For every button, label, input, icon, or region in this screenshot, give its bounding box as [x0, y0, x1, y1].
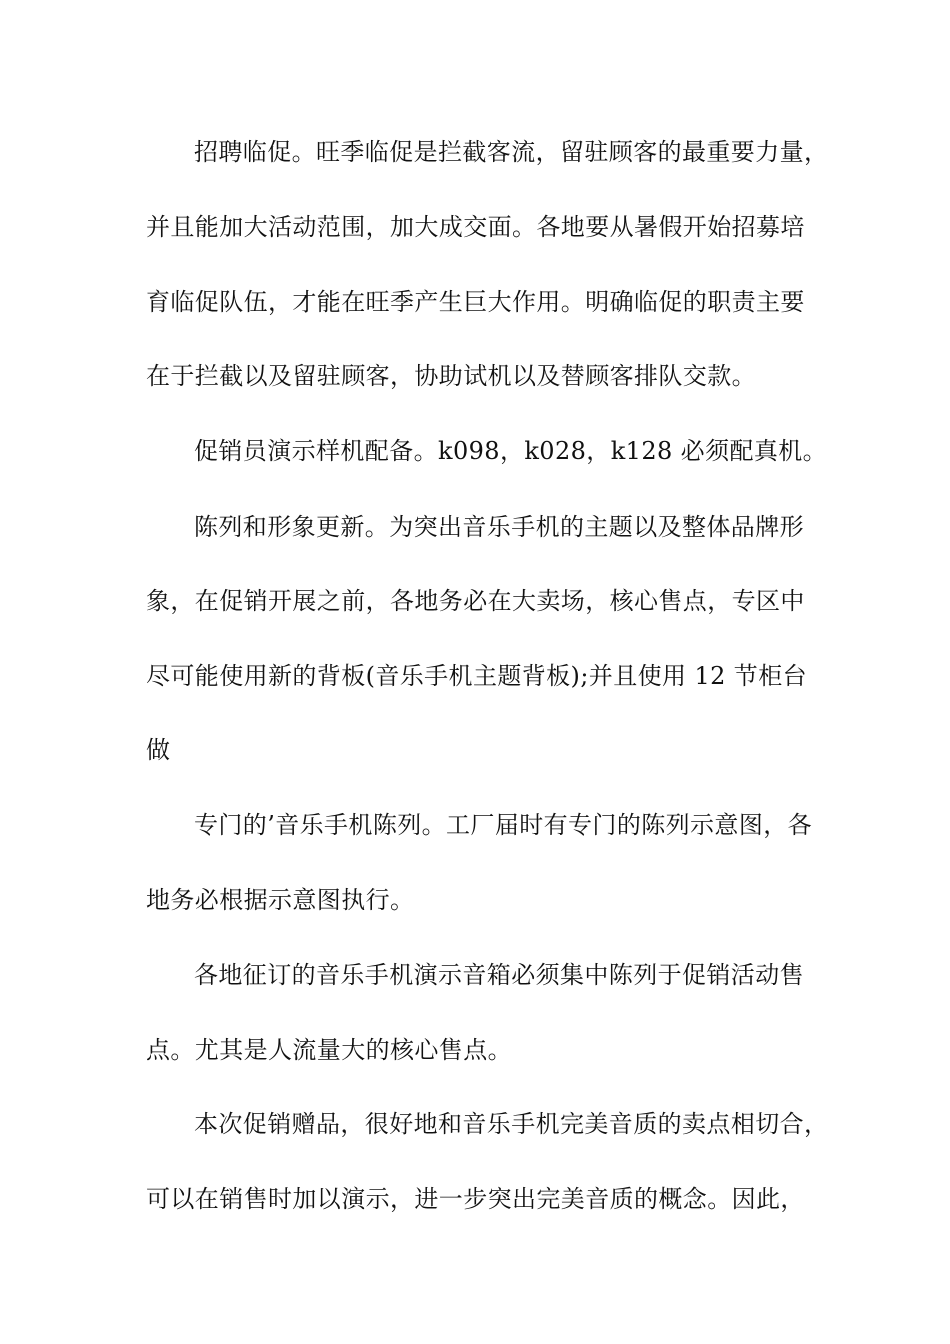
text-line: 地务必根据示意图执行。 [146, 886, 415, 914]
text-line: 专门的’音乐手机陈列。工厂届时有专门的陈列示意图，各 [194, 811, 813, 839]
text-line: 陈列和形象更新。为突出音乐手机的主题以及整体品牌形 [194, 513, 804, 541]
text-line: 各地征订的音乐手机演示音箱必须集中陈列于促销活动售 [194, 961, 804, 989]
text-line: 在于拦截以及留驻顾客，协助试机以及替顾客排队交款。 [146, 362, 756, 390]
text-line: 并且能加大活动范围，加大成交面。各地要从暑假开始招募培 [146, 213, 805, 241]
text-line: 点。尤其是人流量大的核心售点。 [146, 1036, 512, 1064]
text-line: 象，在促销开展之前，各地务必在大卖场，核心售点，专区中 [146, 587, 805, 615]
text-line: 尽可能使用新的背板(音乐手机主题背板);并且使用 12 节柜台 [146, 662, 808, 690]
text-line: 本次促销赠品，很好地和音乐手机完美音质的卖点相切合， [194, 1110, 829, 1138]
text-line: 做 [146, 736, 171, 764]
text-line: 可以在销售时加以演示，进一步突出完美音质的概念。因此， [146, 1185, 805, 1213]
text-line: 促销员演示样机配备。k098，k028，k128 必须配真机。 [194, 437, 828, 465]
text-line: 招聘临促。旺季临促是拦截客流，留驻顾客的最重要力量， [194, 138, 829, 166]
text-line: 育临促队伍，才能在旺季产生巨大作用。明确临促的职责主要 [146, 288, 805, 316]
